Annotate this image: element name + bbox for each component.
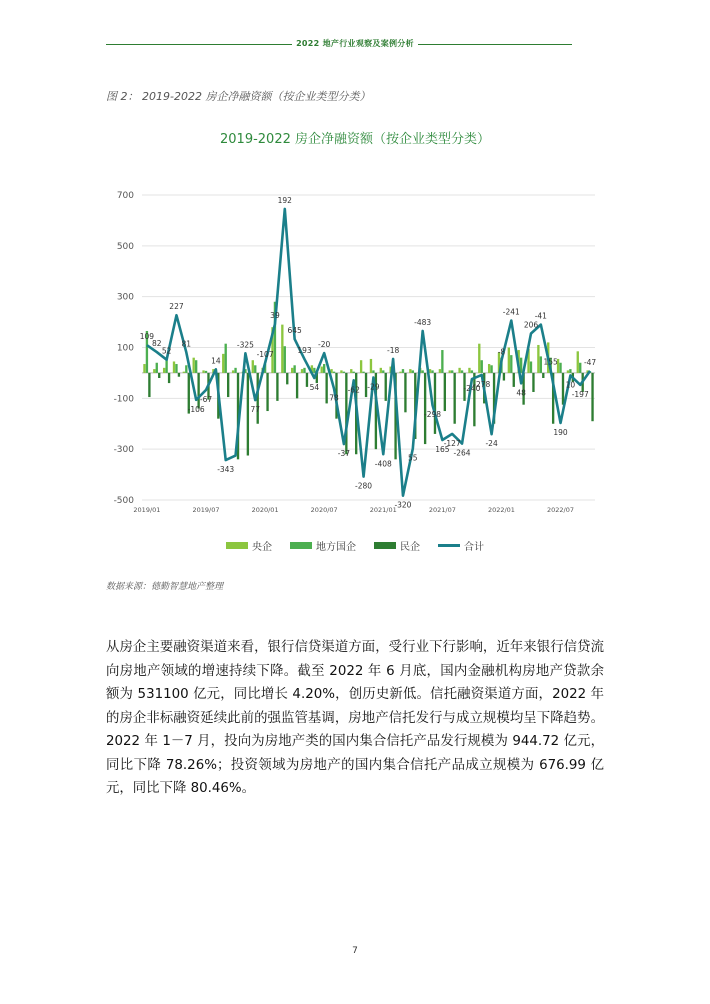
bar-local-soe xyxy=(353,372,355,373)
bar-private xyxy=(168,373,170,383)
bar-central-soe xyxy=(232,370,234,373)
bar-local-soe xyxy=(284,346,286,373)
data-label: 82 xyxy=(151,339,162,349)
bar-central-soe xyxy=(567,370,569,373)
data-label: 10 xyxy=(565,380,576,390)
x-tick-label: 2022/01 xyxy=(487,506,515,514)
legend-label-private: 民企 xyxy=(400,542,420,553)
data-label: -47 xyxy=(583,357,597,367)
bar-central-soe xyxy=(281,325,283,373)
page-number: 7 xyxy=(352,946,358,956)
x-tick-label: 2019/07 xyxy=(192,506,220,514)
data-source-note: 数据来源：德勤智慧地产整理 xyxy=(106,582,224,592)
legend-item-local-soe xyxy=(290,538,356,553)
total-line xyxy=(147,209,590,496)
bar-local-soe xyxy=(165,359,167,373)
bar-private xyxy=(424,373,426,444)
bar-private xyxy=(276,373,278,401)
data-label: -41 xyxy=(534,311,547,321)
bar-private xyxy=(266,373,268,411)
data-label: -20 xyxy=(318,340,331,350)
bar-local-soe xyxy=(540,356,542,373)
bar-central-soe xyxy=(439,369,441,373)
legend-swatch-local-soe xyxy=(290,542,312,549)
bar-local-soe xyxy=(225,344,227,373)
data-label: 193 xyxy=(297,346,312,356)
data-label: -240 xyxy=(463,384,481,394)
chart-title: 2019-2022 房企净融资额（按企业类型分类） xyxy=(220,132,490,147)
bar-central-soe xyxy=(202,370,204,373)
bar-central-soe xyxy=(153,369,155,373)
bar-local-soe xyxy=(471,370,473,373)
legend-item-total xyxy=(438,538,484,553)
y-tick-label: -500 xyxy=(113,496,134,506)
bar-central-soe xyxy=(370,359,372,373)
data-label: 645 xyxy=(287,326,302,336)
data-label: 14 xyxy=(211,356,221,366)
data-label: 77 xyxy=(250,405,261,415)
legend-swatch-central-soe xyxy=(226,542,248,549)
bar-local-soe xyxy=(362,372,364,373)
bar-local-soe xyxy=(481,360,483,373)
bar-local-soe xyxy=(412,370,414,373)
bar-central-soe xyxy=(488,364,490,373)
data-label: -343 xyxy=(217,465,235,475)
bar-private xyxy=(434,373,436,434)
bar-local-soe xyxy=(185,365,187,373)
bar-central-soe xyxy=(399,372,401,373)
bar-local-soe xyxy=(431,370,433,373)
bar-local-soe xyxy=(303,368,305,373)
bar-private xyxy=(286,373,288,384)
bar-central-soe xyxy=(340,370,342,373)
bar-local-soe xyxy=(156,363,158,373)
data-label: 190 xyxy=(553,427,568,437)
data-label: -241 xyxy=(502,307,520,317)
data-label: 109 xyxy=(139,332,155,342)
data-label: 165 xyxy=(435,445,450,455)
net-financing-chart xyxy=(100,180,600,520)
bar-local-soe xyxy=(490,365,492,373)
bar-local-soe xyxy=(234,368,236,373)
data-label: -24 xyxy=(485,439,498,449)
bar-local-soe xyxy=(175,364,177,373)
data-label: -264 xyxy=(453,448,471,458)
y-tick-label: 300 xyxy=(116,292,134,303)
bar-central-soe xyxy=(291,368,293,373)
bar-central-soe xyxy=(478,344,480,373)
bar-local-soe xyxy=(510,355,512,373)
bar-central-soe xyxy=(222,354,224,373)
bar-local-soe xyxy=(579,363,581,373)
bar-central-soe xyxy=(252,360,254,373)
data-label: -298 xyxy=(423,410,442,420)
bar-central-soe xyxy=(350,369,352,373)
data-label: 192 xyxy=(277,195,292,205)
data-label: 227 xyxy=(169,302,184,312)
y-tick-label: 700 xyxy=(116,191,134,201)
bar-private xyxy=(385,373,387,401)
bar-private xyxy=(306,373,308,387)
bar-local-soe xyxy=(372,370,374,373)
bar-central-soe xyxy=(508,348,510,373)
bar-private xyxy=(542,373,544,378)
bar-central-soe xyxy=(468,368,470,373)
running-header-text: 2022 地产行业观察及案例分析 xyxy=(292,39,418,48)
data-label: 78 xyxy=(329,393,339,403)
running-header xyxy=(0,38,710,49)
bar-private xyxy=(158,373,160,378)
bar-private xyxy=(296,373,298,398)
data-label: -127 xyxy=(443,438,461,448)
data-label: -107 xyxy=(256,350,274,360)
y-tick-label: 100 xyxy=(116,343,134,354)
x-tick-label: 2020/01 xyxy=(251,506,279,514)
bar-local-soe xyxy=(293,365,295,373)
chart-legend xyxy=(0,538,710,553)
bar-private xyxy=(148,373,150,397)
bar-central-soe xyxy=(458,368,460,373)
data-label: 55 xyxy=(408,453,418,463)
y-tick-label: -300 xyxy=(113,445,134,456)
legend-swatch-private xyxy=(374,542,396,549)
data-label: -483 xyxy=(414,317,432,327)
y-tick-label: 500 xyxy=(116,241,134,252)
legend-item-private xyxy=(374,538,420,553)
bar-private xyxy=(404,373,406,412)
bar-central-soe xyxy=(537,345,539,373)
bar-central-soe xyxy=(360,360,362,373)
x-tick-label: 2020/07 xyxy=(310,506,338,514)
data-label: -62 xyxy=(347,385,360,395)
bar-private xyxy=(247,373,249,456)
data-label: 54 xyxy=(309,383,320,392)
bar-central-soe xyxy=(380,368,382,373)
bar-local-soe xyxy=(530,361,532,372)
x-tick-label: 2022/07 xyxy=(547,506,575,514)
bar-private xyxy=(178,373,180,377)
data-label: -106 xyxy=(187,404,205,414)
data-label: -18 xyxy=(386,345,400,355)
bar-central-soe xyxy=(301,369,303,373)
bar-local-soe xyxy=(343,372,345,373)
bar-private xyxy=(325,373,327,404)
legend-swatch-total xyxy=(438,544,460,547)
bar-private xyxy=(453,373,455,424)
bar-central-soe xyxy=(577,351,579,373)
data-label: -8 xyxy=(497,347,506,357)
data-label: -408 xyxy=(374,459,392,469)
bar-local-soe xyxy=(451,370,453,373)
bar-central-soe xyxy=(163,368,165,373)
bar-local-soe xyxy=(382,370,384,373)
data-label: 206 xyxy=(523,320,539,330)
bar-private xyxy=(227,373,229,397)
data-label: -280 xyxy=(355,481,373,491)
bar-central-soe xyxy=(143,364,145,373)
bar-private xyxy=(513,373,515,387)
data-label: -37 xyxy=(337,449,351,459)
bar-local-soe xyxy=(569,369,571,373)
data-label: -197 xyxy=(571,389,589,399)
bar-private xyxy=(591,373,593,421)
bar-central-soe xyxy=(173,361,175,372)
body-paragraph: 从房企主要融资渠道来看，银行信贷渠道方面，受行业下行影响，近年来银行信贷流向房地产领域的增速持续下降。截至 2022 年 6 月底，国内金融机构房地产贷款余额为 531100 亿元，同比增长 4.20%，创历史新低。信托融资渠道方面，2022 年的房企非标融资延续此前的强监管基调，房地产信托发行与成立规模均呈下降趋势。2022 年 1－7 月，投向为房地产类的国内集合信托产品发行规模为 944.72 亿元，同比下降 78.26%；投资领域为房地产的国内集合信托产品成立规模为 676.99 亿元，同比下降 80.46%。 xyxy=(106,640,604,796)
data-label: 155 xyxy=(543,357,558,367)
bar-central-soe xyxy=(183,372,185,373)
bar-private xyxy=(444,373,446,411)
x-tick-label: 2019/01 xyxy=(133,506,161,514)
bar-local-soe xyxy=(461,370,463,373)
bar-central-soe xyxy=(193,358,195,373)
data-label: -29 xyxy=(367,382,380,392)
bar-local-soe xyxy=(441,350,443,373)
bar-central-soe xyxy=(321,367,323,373)
legend-label-local-soe: 地方国企 xyxy=(316,542,356,553)
bar-local-soe xyxy=(333,372,335,373)
data-label: 39 xyxy=(270,311,280,321)
bar-local-soe xyxy=(421,370,423,373)
data-label: -325 xyxy=(236,340,254,350)
y-tick-label: -100 xyxy=(113,394,134,405)
bar-local-soe xyxy=(402,369,404,373)
bar-local-soe xyxy=(313,368,315,373)
bar-local-soe xyxy=(559,363,561,373)
bar-private xyxy=(562,373,564,405)
data-label: -320 xyxy=(394,500,412,510)
x-tick-label: 2021/07 xyxy=(428,506,456,514)
bar-local-soe xyxy=(195,360,197,373)
legend-item-central-soe xyxy=(226,538,272,553)
x-tick-label: 2021/01 xyxy=(369,506,397,514)
legend-label-total: 合计 xyxy=(464,542,484,553)
bar-local-soe xyxy=(254,365,256,373)
data-label: -67 xyxy=(199,394,213,404)
data-label: 81 xyxy=(181,339,192,349)
bar-central-soe xyxy=(449,370,451,373)
data-label: 48 xyxy=(516,388,526,398)
legend-label-central-soe: 央企 xyxy=(252,542,272,553)
data-label: 52 xyxy=(161,346,172,356)
data-label: -278 xyxy=(473,379,491,389)
bar-private xyxy=(503,373,505,381)
bar-local-soe xyxy=(205,371,207,373)
bar-private xyxy=(532,373,534,392)
bar-local-soe xyxy=(323,364,325,373)
figure-caption: 图 2： 2019-2022 房企净融资额（按企业类型分类） xyxy=(106,90,371,103)
bar-central-soe xyxy=(409,369,411,373)
